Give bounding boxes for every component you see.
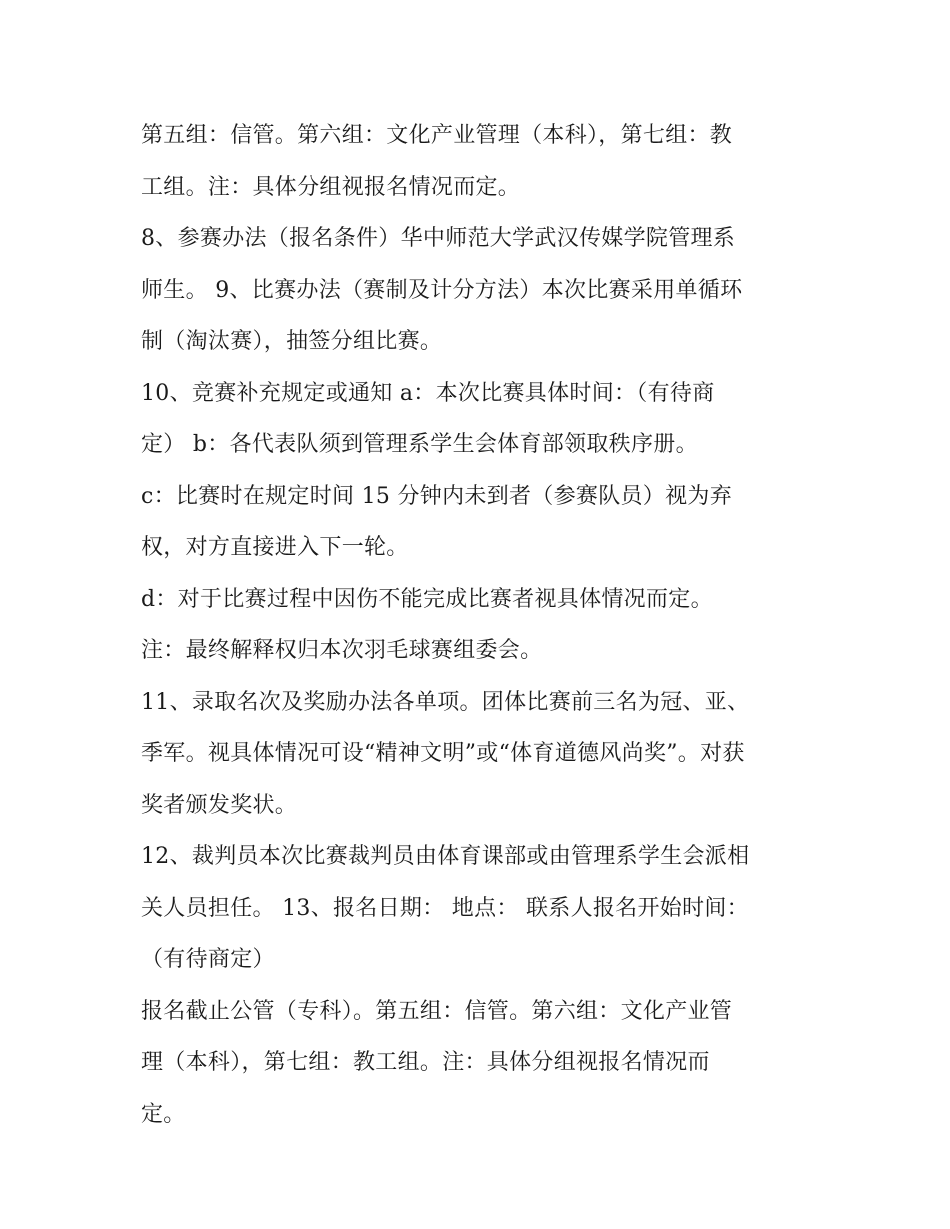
- text-line: 工组。注：具体分组视报名情况而定。: [141, 174, 521, 200]
- text-line: c：比赛时在规定时间 15 分钟内未到者（参赛队员）视为弃: [141, 483, 733, 509]
- text-line: 定） b：各代表队须到管理系学生会体育部领取秩序册。: [141, 432, 698, 457]
- text-line: 11、录取名次及奖励办法各单项。团体比赛前三名为冠、亚、: [141, 689, 750, 715]
- text-line: （有待商定）: [141, 947, 275, 972]
- text-line: 注：最终解释权归本次羽毛球赛组委会。: [141, 638, 543, 663]
- text-line: d：对于比赛过程中因伤不能完成比赛者视具体情况而定。: [141, 586, 713, 612]
- text-line: 季军。视具体情况可设“精神文明”或“体育道德风尚奖”。对获: [141, 741, 745, 766]
- text-line: 制（淘汰赛），抽签分组比赛。: [141, 329, 443, 354]
- text-line: 报名截止公管（专科）。第五组：信管。第六组：文化产业管: [141, 998, 733, 1024]
- text-line: 理（本科），第七组：教工组。注：具体分组视报名情况而: [141, 1050, 710, 1075]
- text-line: 师生。 9、比赛办法（赛制及计分方法）本次比赛采用单循环: [141, 277, 743, 303]
- document-body: [141, 110, 821, 1140]
- text-line: 10、竞赛补充规定或通知 a：本次比赛具体时间：（有待商: [141, 380, 715, 406]
- text-line: 关人员担任。 13、报名日期： 地点： 联系人报名开始时间：: [141, 895, 749, 921]
- text-line: 8、参赛办法（报名条件）华中师范大学武汉传媒学院管理系: [141, 226, 736, 251]
- text-line: 第五组：信管。第六组：文化产业管理（本科），第七组：教: [141, 123, 733, 148]
- text-line: 12、裁判员本次比赛裁判员由体育课部或由管理系学生会派相: [141, 844, 750, 869]
- text-line: 权，对方直接进入下一轮。: [141, 535, 409, 560]
- text-line: 奖者颁发奖状。: [141, 792, 298, 818]
- text-line: 定。: [141, 1101, 186, 1127]
